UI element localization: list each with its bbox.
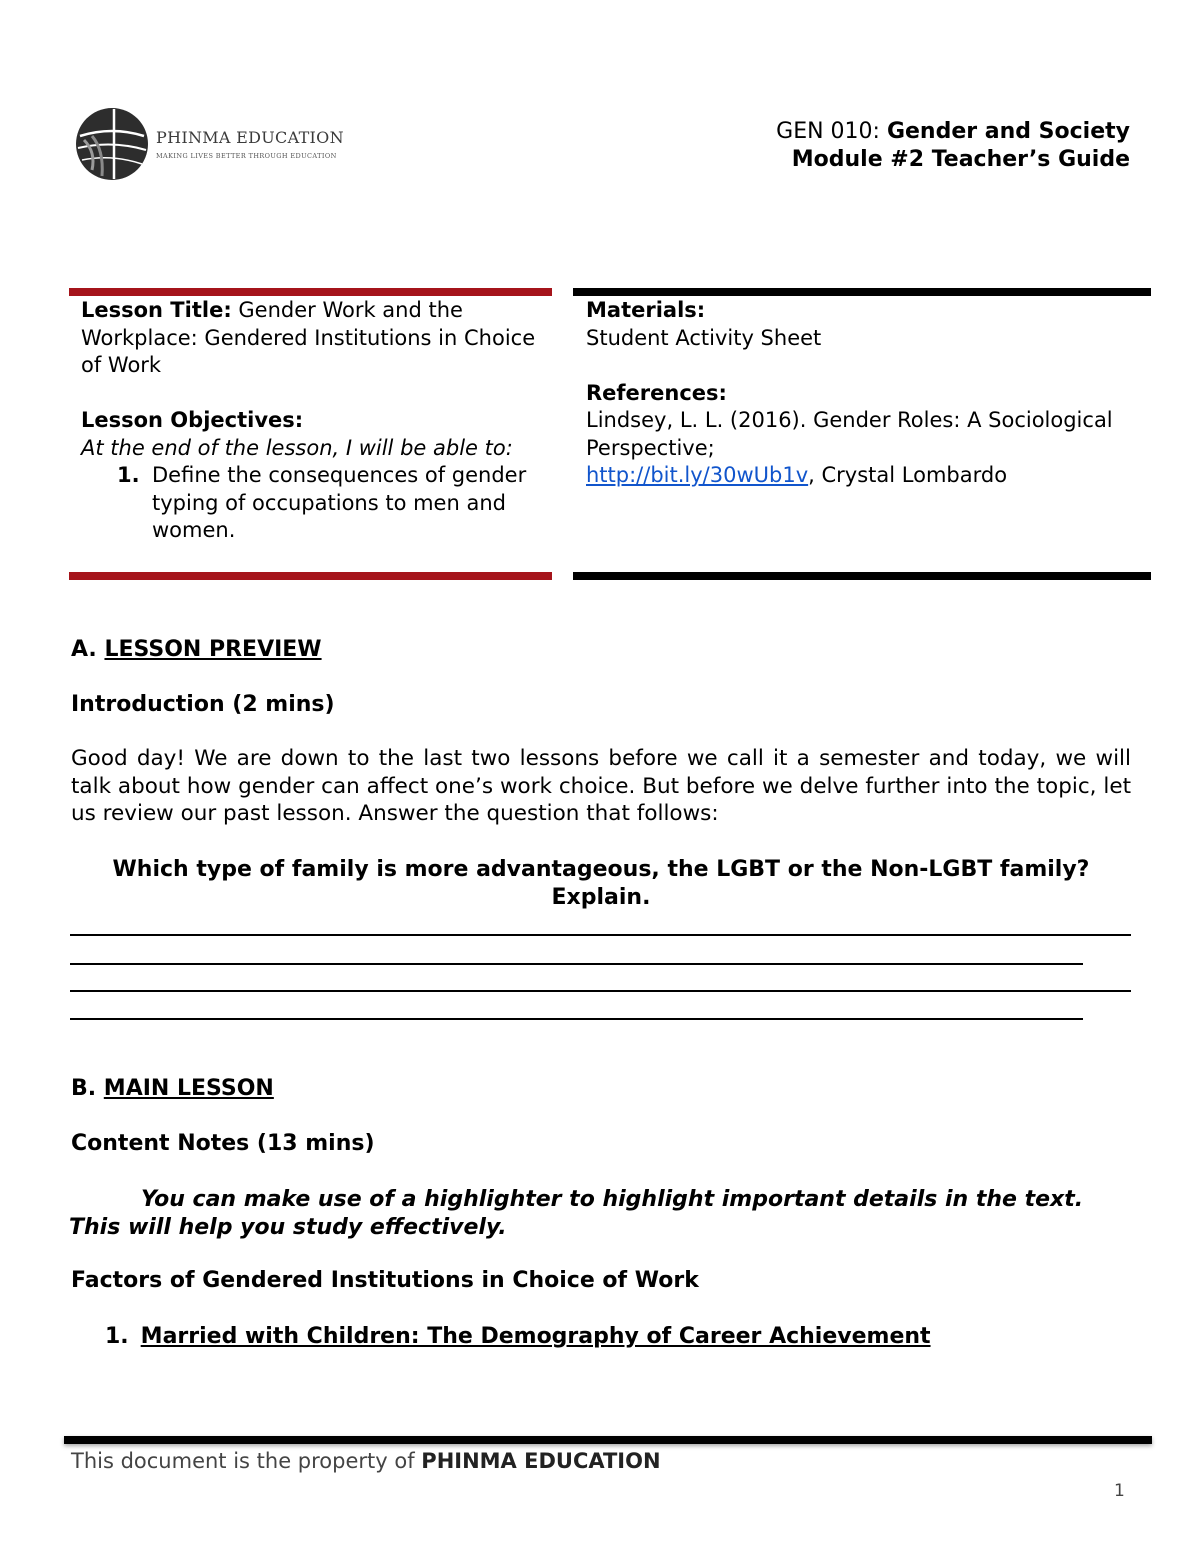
answer-line [70, 1018, 1083, 1020]
module-title: Module #2 Teacher’s Guide [791, 147, 1130, 172]
materials-box-bottom-bar [573, 572, 1151, 580]
logo-name: PHINMA EDUCATION [156, 128, 344, 147]
course-title: Gender and Society [886, 119, 1130, 144]
lesson-box-content [81, 297, 541, 545]
course-line [776, 118, 1130, 146]
answer-line [70, 963, 1083, 965]
section-a-letter: A. [71, 637, 105, 662]
lesson-title [81, 297, 541, 380]
factor-number: 1. [105, 1324, 129, 1349]
materials-value: Student Activity Sheet [586, 325, 822, 350]
page-number: 1 [1114, 1481, 1125, 1501]
reference-author: , Crystal Lombardo [808, 463, 1008, 487]
lesson-box-top-bar [69, 288, 552, 296]
phinma-logo [74, 106, 344, 186]
footer-divider [64, 1436, 1152, 1444]
objective-number: 1. [117, 463, 140, 487]
lesson-title-value: Gender Work and the Workplace: Gendered Institutions in Choice of Work [81, 298, 536, 377]
factors-heading: Factors of Gendered Institutions in Choice of Work [71, 1268, 699, 1293]
answer-line [70, 934, 1131, 936]
materials-box-top-bar [573, 288, 1151, 296]
reference-link[interactable]: http://bit.ly/30wUb1v [586, 463, 809, 487]
highlighter-tip-text: You can make use of a highlighter to highlight important details in the text. This will help you study effectively. [69, 1187, 1084, 1240]
objectives-intro: At the end of the lesson, I will be able to: [81, 435, 513, 460]
logo-tagline: MAKING LIVES BETTER THROUGH EDUCATION [156, 152, 337, 160]
highlighter-tip [69, 1186, 1131, 1242]
section-a-title: LESSON PREVIEW [104, 637, 322, 662]
course-code: GEN 010: [776, 119, 887, 144]
footer-statement: This document is the property of [71, 1449, 422, 1473]
reference-link-line [586, 462, 1146, 490]
materials-box-content [586, 297, 1146, 490]
section-a-heading [71, 636, 322, 664]
objective-item [117, 462, 541, 545]
section-b-heading [71, 1075, 274, 1103]
document-header [776, 118, 1130, 174]
review-question: Which type of family is more advantageous, the LGBT or the Non-LGBT family? Explain. [112, 857, 1090, 910]
intro-heading: Introduction (2 mins) [71, 692, 335, 717]
references-text: Lindsey, L. L. (2016). Gender Roles: A Sociological Perspective; [586, 408, 1113, 460]
factor-title: Married with Children: The Demography of Career Achievement [140, 1324, 931, 1349]
intro-paragraph: Good day! We are down to the last two lessons before we call it a semester and today, we will talk about how gender can affect one’s work choice. But before we delve further into the topic, let us review our past lesson. Answer the question that follows: [71, 746, 1131, 826]
content-notes-heading: Content Notes (13 mins) [71, 1131, 375, 1156]
references-label: References: [586, 380, 727, 405]
phinma-globe-icon [74, 106, 150, 182]
section-b-letter: B. [71, 1076, 104, 1101]
materials-label: Materials: [586, 298, 706, 322]
lesson-box-bottom-bar [69, 572, 552, 580]
footer-owner: PHINMA EDUCATION [421, 1449, 661, 1473]
factor-item [105, 1323, 931, 1351]
section-b-title: MAIN LESSON [103, 1076, 274, 1101]
objectives-label: Lesson Objectives: [81, 408, 304, 432]
footer-text [71, 1448, 661, 1475]
answer-line [70, 990, 1131, 992]
lesson-title-label: Lesson Title: [81, 298, 232, 322]
objective-text: Define the consequences of gender typing of occupations to men and women. [152, 463, 527, 542]
